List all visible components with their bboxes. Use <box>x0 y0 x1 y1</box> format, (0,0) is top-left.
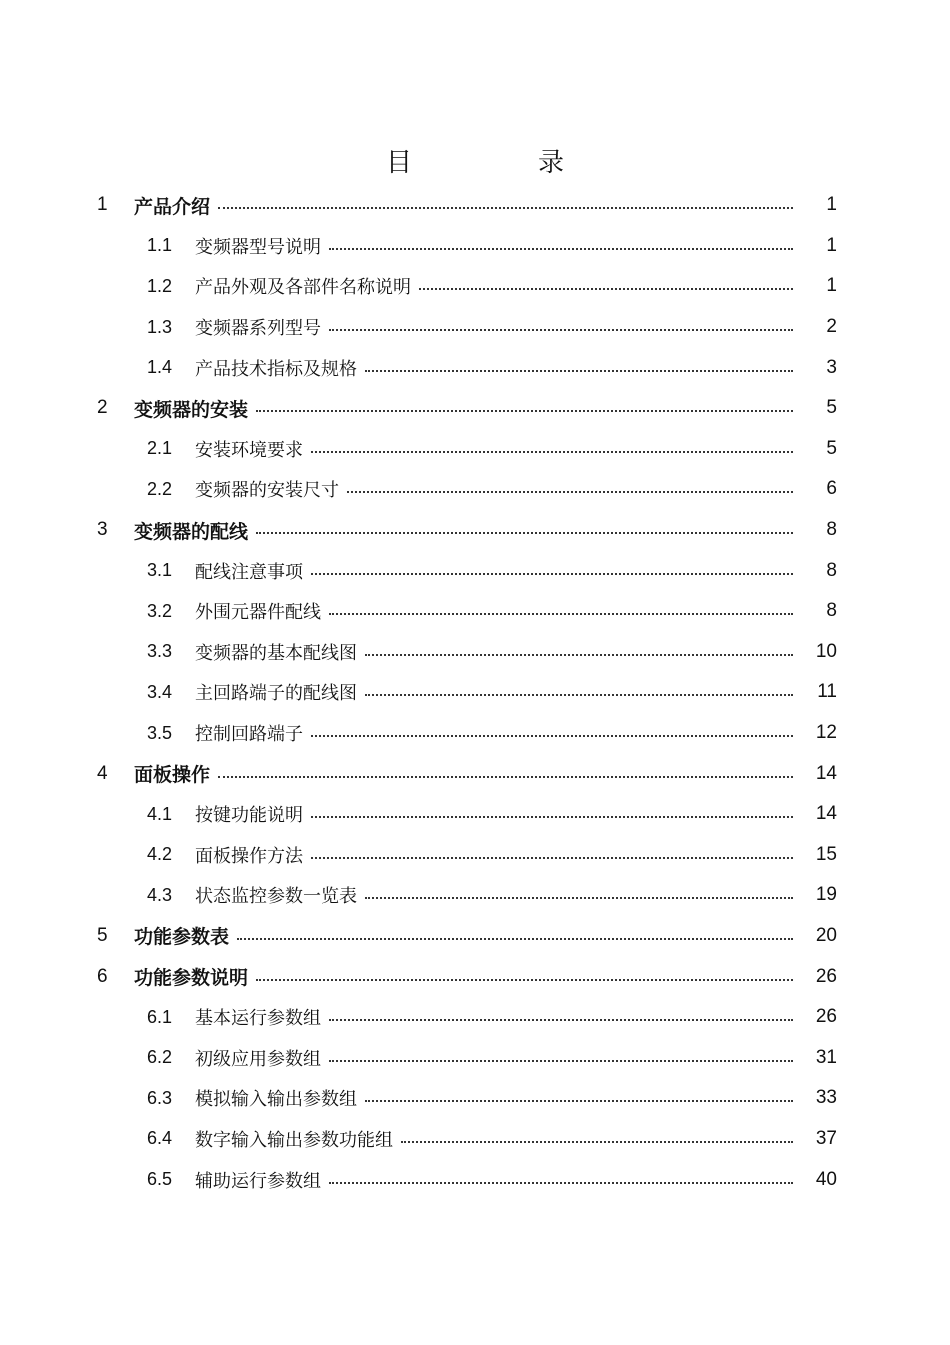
entry-page: 26 <box>815 1006 837 1028</box>
entry-label: 模拟输入输出参数组 <box>195 1089 357 1111</box>
dot-leader <box>329 613 793 615</box>
entry-number: 1 <box>97 194 108 216</box>
dot-leader <box>311 857 793 859</box>
dot-leader <box>365 1100 793 1102</box>
entry-page: 8 <box>826 600 837 622</box>
entry-number: 2.2 <box>147 478 173 499</box>
entry-number: 6 <box>97 965 108 987</box>
dot-leader <box>311 573 793 575</box>
entry-number: 6.3 <box>147 1087 173 1108</box>
entry-label: 按键功能说明 <box>195 805 303 827</box>
entry-label: 辅助运行参数组 <box>195 1170 321 1192</box>
dot-leader <box>218 776 793 778</box>
toc-entry-1-4[interactable] <box>97 347 837 388</box>
entry-page: 40 <box>815 1168 837 1190</box>
toc-entry-6-2[interactable] <box>97 1037 837 1078</box>
dot-leader <box>401 1141 793 1143</box>
toc-entry-1-1[interactable] <box>97 226 837 267</box>
toc-entry-4-2[interactable] <box>97 835 837 876</box>
entry-label: 安装环境要求 <box>195 439 303 461</box>
toc-entry-3-5[interactable] <box>97 713 837 754</box>
entry-page: 5 <box>826 437 837 459</box>
entry-page: 12 <box>815 722 837 744</box>
entry-page: 26 <box>815 965 837 987</box>
table-of-contents <box>97 185 837 1200</box>
dot-leader <box>329 248 793 250</box>
entry-page: 31 <box>815 1046 837 1068</box>
toc-entry-3-3[interactable] <box>97 632 837 673</box>
entry-number: 3.4 <box>147 681 173 702</box>
entry-page: 14 <box>815 762 837 784</box>
entry-number: 6.5 <box>147 1169 173 1190</box>
toc-entry-3-4[interactable] <box>97 672 837 713</box>
entry-number: 4 <box>97 762 108 784</box>
entry-label: 控制回路端子 <box>195 724 303 746</box>
toc-entry-6[interactable] <box>97 956 837 997</box>
toc-entry-4-1[interactable] <box>97 794 837 835</box>
entry-page: 8 <box>826 519 837 541</box>
dot-leader <box>256 532 793 534</box>
entry-page: 37 <box>815 1127 837 1149</box>
dot-leader <box>329 1060 793 1062</box>
dot-leader <box>365 694 793 696</box>
entry-label: 主回路端子的配线图 <box>195 683 357 705</box>
toc-entry-3-1[interactable] <box>97 550 837 591</box>
dot-leader <box>365 654 793 656</box>
dot-leader <box>329 1182 793 1184</box>
dot-leader <box>329 329 793 331</box>
entry-number: 4.3 <box>147 884 173 905</box>
toc-entry-3[interactable] <box>97 510 837 551</box>
entry-number: 1.2 <box>147 275 173 296</box>
toc-entry-6-5[interactable] <box>97 1159 837 1200</box>
toc-entry-2-2[interactable] <box>97 469 837 510</box>
dot-leader <box>218 207 793 209</box>
toc-entry-2-1[interactable] <box>97 429 837 470</box>
entry-page: 6 <box>826 478 837 500</box>
entry-page: 19 <box>815 884 837 906</box>
entry-number: 6.4 <box>147 1128 173 1149</box>
entry-number: 3.3 <box>147 641 173 662</box>
entry-number: 3.1 <box>147 560 173 581</box>
toc-entry-6-3[interactable] <box>97 1078 837 1119</box>
toc-entry-5[interactable] <box>97 916 837 957</box>
entry-number: 2 <box>97 397 108 419</box>
entry-number: 2.1 <box>147 438 173 459</box>
dot-leader <box>237 938 793 940</box>
entry-page: 11 <box>817 681 837 703</box>
entry-label: 变频器的配线 <box>134 520 249 543</box>
toc-entry-6-1[interactable] <box>97 997 837 1038</box>
entry-label: 基本运行参数组 <box>195 1008 321 1030</box>
entry-number: 1.3 <box>147 316 173 337</box>
entry-label: 变频器的安装 <box>134 398 249 421</box>
toc-entry-3-2[interactable] <box>97 591 837 632</box>
entry-label: 功能参数表 <box>134 926 230 949</box>
entry-label: 变频器的安装尺寸 <box>195 480 339 502</box>
toc-entry-4-3[interactable] <box>97 875 837 916</box>
entry-label: 状态监控参数一览表 <box>195 886 357 908</box>
toc-entry-4[interactable] <box>97 753 837 794</box>
entry-page: 33 <box>815 1087 837 1109</box>
entry-label: 功能参数说明 <box>134 967 249 990</box>
entry-number: 3.2 <box>147 600 173 621</box>
entry-page: 5 <box>826 397 837 419</box>
toc-entry-6-4[interactable] <box>97 1119 837 1160</box>
dot-leader <box>311 451 793 453</box>
entry-label: 面板操作方法 <box>195 845 303 867</box>
entry-number: 1.4 <box>147 357 173 378</box>
toc-entry-1[interactable] <box>97 185 837 226</box>
entry-page: 1 <box>826 194 837 216</box>
entry-label: 变频器型号说明 <box>195 236 321 258</box>
entry-number: 1.1 <box>147 235 173 256</box>
entry-label: 配线注意事项 <box>195 561 303 583</box>
entry-page: 2 <box>826 316 837 338</box>
entry-number: 3 <box>97 519 108 541</box>
entry-label: 产品介绍 <box>134 195 211 218</box>
dot-leader <box>419 288 793 290</box>
toc-entry-2[interactable] <box>97 388 837 429</box>
entry-label: 变频器系列型号 <box>195 318 321 340</box>
toc-title: 目 录 <box>385 148 614 178</box>
toc-entry-1-2[interactable] <box>97 266 837 307</box>
entry-page: 15 <box>815 843 837 865</box>
entry-page: 3 <box>826 356 837 378</box>
dot-leader <box>365 370 793 372</box>
toc-entry-1-3[interactable] <box>97 307 837 348</box>
entry-number: 5 <box>97 924 108 946</box>
entry-number: 4.1 <box>147 803 173 824</box>
entry-label: 变频器的基本配线图 <box>195 642 357 664</box>
dot-leader <box>311 816 793 818</box>
entry-page: 8 <box>826 559 837 581</box>
entry-page: 10 <box>815 640 837 662</box>
entry-page: 20 <box>815 924 837 946</box>
dot-leader <box>311 735 793 737</box>
entry-label: 数字输入输出参数功能组 <box>195 1129 393 1151</box>
entry-number: 6.1 <box>147 1006 173 1027</box>
entry-number: 6.2 <box>147 1047 173 1068</box>
dot-leader <box>329 1019 793 1021</box>
entry-label: 初级应用参数组 <box>195 1048 321 1070</box>
entry-label: 外围元器件配线 <box>195 602 321 624</box>
dot-leader <box>256 979 793 981</box>
dot-leader <box>347 491 793 493</box>
entry-label: 产品外观及各部件名称说明 <box>195 277 411 299</box>
entry-number: 3.5 <box>147 722 173 743</box>
dot-leader <box>256 410 793 412</box>
entry-label: 产品技术指标及规格 <box>195 358 357 380</box>
entry-label: 面板操作 <box>134 764 211 787</box>
entry-number: 4.2 <box>147 844 173 865</box>
entry-page: 1 <box>826 234 837 256</box>
dot-leader <box>365 897 793 899</box>
entry-page: 14 <box>815 803 837 825</box>
entry-page: 1 <box>826 275 837 297</box>
